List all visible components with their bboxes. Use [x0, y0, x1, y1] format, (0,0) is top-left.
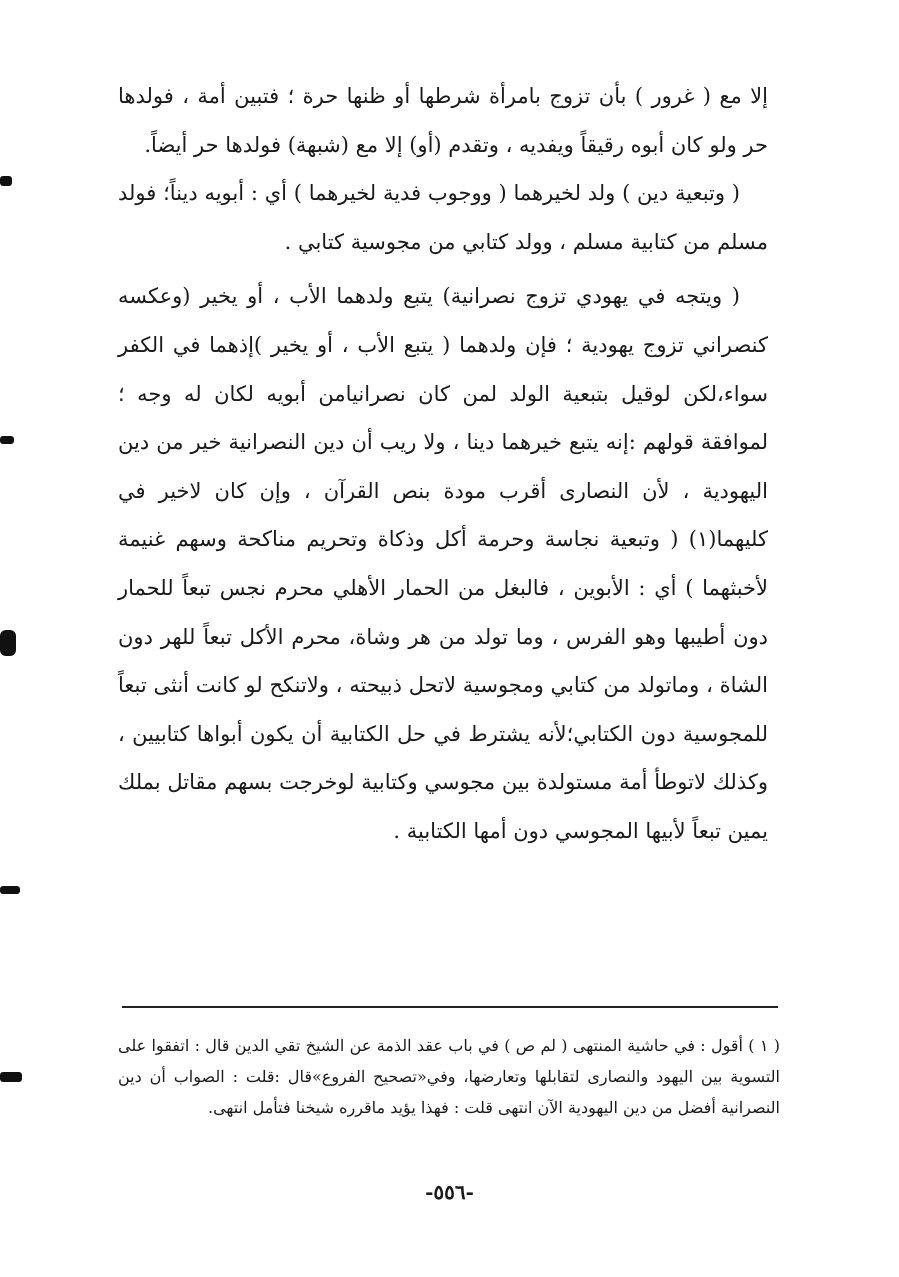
footnote-divider [122, 1006, 778, 1008]
binding-mark [0, 1072, 22, 1082]
footnote-1: ( ١ ) أقول : في حاشية المنتهى ( لم ص ) في باب عقد الذمة عن الشيخ تقي الدين قال : اتفقوا على التسوية بين اليهود والنصارى لتقابلها وتعارضها، وفي«تصحيح الفروع»قال :قلت : الصواب أن دين النصرانية أفضل من دين اليهودية الآن انتهى قلت : فهذا يؤيد ماقرره شيخنا فتأمل انتهى. [118, 1036, 781, 1117]
paragraph-1: إلا مع ( غرور ) بأن تزوج بامرأة شرطها أو ظنها حرة ؛ فتبين أمة ، فولدها حر ولو كان أبوه رقيقاً ويفديه ، وتقدم (أو) إلا مع (شبهة) فولدها حر أيضاً. [118, 84, 768, 157]
binding-mark [0, 630, 16, 656]
paragraph-2: ( وتبعية دين ) ولد لخيرهما ( ووجوب فدية لخيرهما ) أي : أبويه ديناً؛ فولد مسلم من كتابية مسلم ، وولد كتابي من مجوسية كتابي . [118, 181, 768, 254]
page-number: -٥٥٦- [425, 1180, 474, 1204]
main-text [118, 72, 768, 856]
footnotes [118, 1030, 780, 1123]
paragraph-3: ( ويتجه في يهودي تزوج نصرانية) يتبع ولدهما الأب ، أو يخير (وعكسه كنصراني تزوج يهودية ؛ فإن ولدهما ( يتبع الأب ، أو يخير )إذهما في الكفر سواء،لكن لوقيل بتبعية الولد لمن كان نصرانيامن أبويه لكان له وجه ؛ لموافقة قولهم :إنه يتبع خيرهما دينا ، ولا ريب أن دين النصرانية خير من دين اليهودية ، لأن النصارى أقرب مودة بنص القرآن ، وإن كان لاخير في كليهما(١) ( وتبعية نجاسة وحرمة أكل وذكاة وتحريم مناكحة وسهم غنيمة لأخبثهما ) أي : الأبوين ، فالبغل من الحمار الأهلي محرم نجس تبعاً للحمار دون أطيبها وهو الفرس ، وما تولد من هر وشاة، محرم الأكل تبعاً للهر دون الشاة ، وماتولد من كتابي ومجوسية لاتحل ذبيحته ، ولاتنكح لو كانت أنثى تبعاً للمجوسية دون الكتابي؛لأنه يشترط في حل الكتابية أن يكون أبواها كتابيين ، وكذلك لاتوطأ أمة مستولدة بين مجوسي وكتابية لوخرجت بسهم مقاتل بملك يمين تبعاً لأبيها المجوسي دون أمها الكتابية . [118, 284, 768, 843]
binding-mark [0, 436, 14, 444]
binding-mark [0, 886, 20, 894]
binding-mark [0, 176, 12, 186]
